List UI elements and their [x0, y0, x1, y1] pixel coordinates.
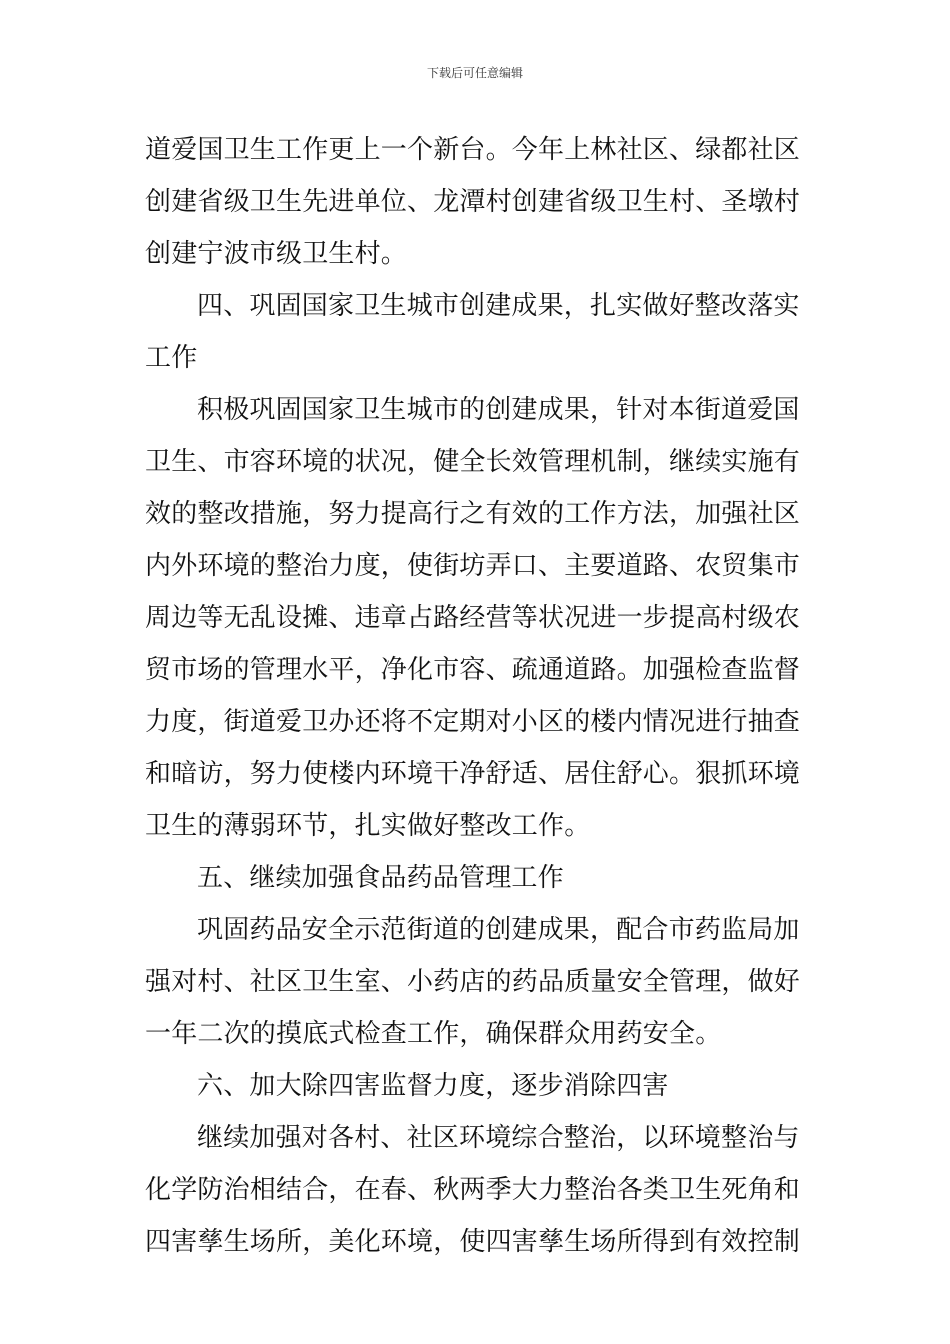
- section-heading-line: 四、巩固国家卫生城市创建成果，扎实做好整改落实: [197, 291, 800, 321]
- section-heading-line: 工作: [145, 343, 198, 373]
- paragraph-line: 内外环境的整治力度，使街坊弄口、主要道路、农贸集市: [145, 551, 801, 581]
- paragraph-line: 继续加强对各村、社区环境综合整治，以环境整治与: [197, 1123, 800, 1153]
- paragraph-line: 创建省级卫生先进单位、龙潭村创建省级卫生村、圣墩村: [145, 187, 801, 217]
- paragraph-line: 效的整改措施，努力提高行之有效的工作方法，加强社区: [145, 499, 801, 529]
- paragraph-line: 一年二次的摸底式检查工作，确保群众用药安全。: [145, 1019, 722, 1049]
- paragraph-line: 道爱国卫生工作更上一个新台。今年上林社区、绿都社区: [145, 135, 801, 165]
- paragraph-line: 贸市场的管理水平，净化市容、疏通道路。加强检查监督: [145, 655, 801, 685]
- paragraph-line: 巩固药品安全示范街道的创建成果，配合市药监局加: [197, 915, 800, 945]
- paragraph-line: 力度，街道爱卫办还将不定期对小区的楼内情况进行抽查: [145, 707, 801, 737]
- section-heading-line: 六、加大除四害监督力度，逐步消除四害: [197, 1071, 669, 1101]
- paragraph-line: 强对村、社区卫生室、小药店的药品质量安全管理，做好: [145, 967, 801, 997]
- paragraph-line: 化学防治相结合，在春、秋两季大力整治各类卫生死角和: [145, 1175, 801, 1205]
- paragraph-line: 卫生、市容环境的状况，健全长效管理机制，继续实施有: [145, 447, 801, 477]
- page-header: 下载后可任意编辑: [426, 66, 523, 80]
- paragraph-line: 创建宁波市级卫生村。: [145, 239, 408, 269]
- paragraph-line: 卫生的薄弱环节，扎实做好整改工作。: [145, 811, 591, 841]
- document-body: [145, 124, 810, 1268]
- paragraph-line: 和暗访，努力使楼内环境干净舒适、居住舒心。狠抓环境: [145, 759, 801, 789]
- paragraph-line: 四害孳生场所，美化环境，使四害孳生场所得到有效控制: [145, 1227, 801, 1257]
- paragraph-line: 周边等无乱设摊、违章占路经营等状况进一步提高村级农: [145, 603, 801, 633]
- paragraph-line: 积极巩固国家卫生城市的创建成果，针对本街道爱国: [197, 395, 800, 425]
- section-heading-line: 五、继续加强食品药品管理工作: [197, 863, 564, 893]
